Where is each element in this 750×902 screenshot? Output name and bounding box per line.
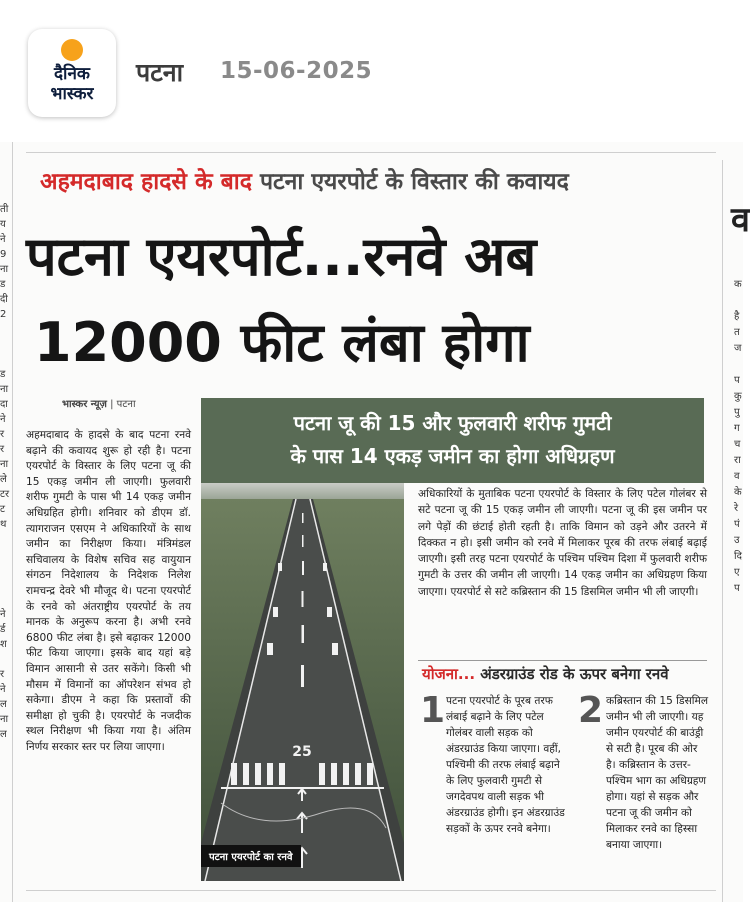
deck-line1: पटना जू की 15 और फुलवारी शरीफ गुमटी [293,411,612,435]
adjacent-text-fragment: श [0,639,7,650]
sun-icon [61,39,83,61]
adjacent-text-fragment: प [734,583,740,594]
deck-line2: के पास 14 एकड़ जमीन का होगा अधिग्रहण [290,444,615,468]
adjacent-text-fragment: ग [734,423,740,434]
adjacent-text-fragment: ल [0,729,7,740]
body-text-right: अधिकारियों के मुताबिक पटना एयरपोर्ट के विस्तार के लिए पटेल गोलंबर से सटे पटना जू की 15 एकड़ जमीन ली जाएगी। पटना जू की इस जमीन पर लगे पेड़ों की छंटाई होती रहती है। ताकि विमान को उड़ने और उतरने में दिक्कत न हो। इसी जमीन को रनवे में मिलाकर पूरब की तरफ लंबाई बढ़ाई जाएगी। इसी तरह पटना एयरपोर्ट के पश्चिम पश्चिम दिशा में फुलवारी शरीफ गुमटी के उत्तर की जमीन ली जाएगी। 14 एकड़ जमीन का अधिग्रहण किया जाएगा। एयरपोर्ट से सटे कब्रिस्तान की 15 डिसमिल जमीन भी ली जाएगी। [418,488,707,598]
byline: भास्कर न्यूज़ | पटना [62,399,136,410]
plan-number: 1 [420,690,446,731]
adjacent-text-fragment: व [734,471,740,482]
runway-photo[interactable] [201,483,404,881]
app-header [0,0,743,142]
adjacent-text-fragment: र्ड [0,624,6,635]
adjacent-text-fragment: टर [0,489,10,500]
headline-line2: 12000 फीट लंबा होगा [34,311,530,374]
adjacent-text-fragment: ल [0,699,7,710]
column-divider [722,160,723,902]
newspaper-page [0,142,750,902]
adjacent-text-fragment: के [734,487,742,498]
edition-date[interactable]: 15-06-2025 [220,58,373,84]
adjacent-text-fragment [0,337,12,352]
right-adjacent-column [734,277,743,597]
adjacent-text-fragment: ट [0,504,6,515]
adjacent-text-fragment: ना [0,714,9,725]
adjacent-text-fragment: ने [0,414,6,425]
runway-illustration [201,483,404,881]
adjacent-text-fragment: पं [734,519,740,530]
adjacent-text-fragment: त [734,327,740,338]
adjacent-text-fragment: दा [0,399,8,410]
adjacent-text-fragment [0,547,12,562]
adjacent-text-fragment [0,532,12,547]
body-text-left: अहमदाबाद के हादसे के बाद पटना रनवे बढ़ाने की कवायद शुरू हो रही है। पटना एयरपोर्ट के विस्तार के लिए पटना जू की 15 एकड़ जमीन ली जाएगी। फुलवारी शरीफ गुमटी के पास भी 14 एकड़ जमीन अधिग्रहित होगी। शनिवार को डीएम डॉ. त्यागराजन एसएम ने अधिकारियों के साथ जमीन का निरीक्षण किया। मंत्रिमंडल सचिवालय के विशेष सचिव सह वायुयान संगठन निदेशालय के निदेशक निलेश रामचन्द्र देवरे भी मौजूद थे। पटना एयरपोर्ट के रनवे को अंतराष्ट्रीय एयरपोर्ट के तय मानक के अनुरूप करना है। अभी रनवे 6800 फीट लंबा है। इसे बढ़ाकर 12000 फीट किया जाएगा। इसके बाद यहां बड़े विमान आसानी से उतर सकेंगे। किसी भी मौसम में विमानों का ऑपरेशन संभव हो सकेगा। डीएम ने कहा कि प्रस्तावों की समीक्षा हो चुकी है। एयरपोर्ट के नजदीक स्थल निरीक्षण भी किया गया है। अंतिम निर्णय सरकार स्तर पर लिया जाएगा। [26,429,191,753]
adjacent-text-fragment: रा [734,455,741,466]
runway-number: 25 [292,744,312,760]
photo-caption: पटना एयरपोर्ट का रनवे [201,845,301,867]
adjacent-text-fragment [0,562,12,577]
adjacent-text-fragment: ना [0,384,9,395]
plan-text: पटना एयरपोर्ट के पूरब तरफ लंबाई बढ़ाने के लिए पटेल गोलंबर वाली सड़क को अंडरग्राउंड किया जाएगा। वहीं, पश्चिमी की तरफ लंबाई बढ़ाने के लिए फुलवारी गुमटी से जगदेवपथ वाली सड़क भी अंडरग्राउंड होगी। इन अंडरग्राउंड सड़कों के ऊपर रनवे बनेगा। [446,695,565,835]
plan-number: 2 [578,690,604,731]
plan-heading-text: अंडरग्राउंड रोड के ऊपर बनेगा रनवे [480,665,669,683]
adjacent-text-fragment: र [0,444,5,455]
adjacent-text-fragment: ना [0,459,9,470]
adjacent-text-fragment: ने [0,234,6,245]
kicker-text: पटना एयरपोर्ट के विस्तार की कवायद [259,169,569,195]
logo-line2: भास्कर [50,84,94,104]
adjacent-text-fragment: च [734,439,741,450]
adjacent-text-fragment [734,357,743,373]
adjacent-text-fragment: य [0,219,6,230]
adjacent-text-fragment: ज [734,343,742,354]
logo-line1: दैनिक [54,64,90,84]
adjacent-text-fragment: थ [0,519,7,530]
adjacent-text-fragment: रे [734,503,739,514]
adjacent-text-fragment: क [734,279,742,290]
adjacent-text-fragment: र [0,429,5,440]
plan-heading [422,664,669,684]
adjacent-text-fragment: दि [734,551,742,562]
subheadline-deck [201,398,704,483]
adjacent-text-fragment [0,352,12,367]
edition-city[interactable]: पटना [136,58,184,87]
adjacent-text-fragment: ड [0,279,6,290]
adjacent-text-fragment [734,293,743,309]
adjacent-text-fragment: ने [0,609,6,620]
adjacent-text-fragment: प [734,375,740,386]
dainik-bhaskar-logo[interactable] [28,29,116,117]
adjacent-text-fragment: 2 [0,309,7,320]
adjacent-text-fragment: 9 [0,249,7,260]
adjacent-text-fragment: ले [0,474,7,485]
section-rule [418,660,707,661]
adjacent-text-fragment: ए [734,567,740,578]
top-rule [26,152,716,153]
adjacent-text-fragment [0,577,12,592]
adjacent-text-fragment: ना [0,264,9,275]
adjacent-text-fragment: र [0,669,5,680]
byline-city: पटना [116,399,136,410]
column-divider [12,142,13,902]
adjacent-text-fragment: कु [734,391,742,402]
headline-line1: पटना एयरपोर्ट...रनवे अब [26,225,537,288]
kicker-highlight: अहमदाबाद हादसे के बाद [40,169,252,195]
bottom-rule [26,890,716,891]
adjacent-text-fragment: ने [0,684,6,695]
adjacent-text-fragment [0,592,12,607]
adjacent-text-fragment: पु [734,407,740,418]
adjacent-text-fragment: ती [0,204,9,215]
kicker [40,164,569,196]
adjacent-text-fragment: दी [0,294,8,305]
adjacent-text-fragment [0,322,12,337]
adjacent-text-fragment: ड [0,369,6,380]
byline-source: भास्कर न्यूज़ [62,399,107,410]
adjacent-text-fragment: है [734,311,740,322]
right-adjacent-headline: व [731,200,750,240]
plan-heading-label: योजना... [422,665,476,683]
left-adjacent-column [0,202,12,742]
adjacent-text-fragment: उ [734,535,740,546]
plan-text: कब्रिस्तान की 15 डिसमिल जमीन भी ली जाएगी। यह जमीन एयरपोर्ट की बाउंड्री से सटी है। पूरब की ओर है। कब्रिस्तान के उत्तर-पश्चिम भाग का अधिग्रहण होगा। यहां से सड़क और पटना जू की जमीन को मिलाकर रनवे का हिस्सा बनाया जाएगा। [606,695,709,851]
adjacent-text-fragment [0,652,12,667]
